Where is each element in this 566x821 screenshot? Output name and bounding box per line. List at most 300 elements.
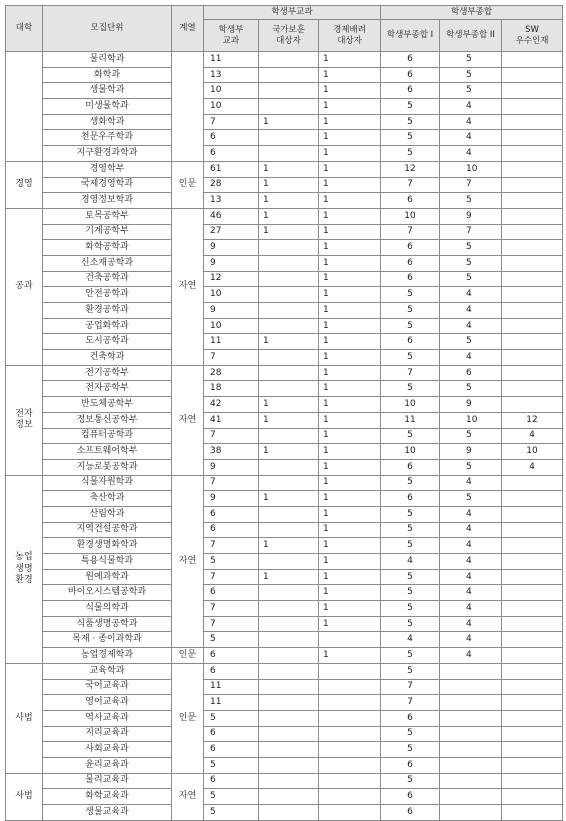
- value-cell: 4: [440, 569, 502, 585]
- value-cell: 5: [381, 381, 440, 397]
- value-cell: 10: [204, 99, 259, 115]
- table-row: [6, 303, 563, 319]
- university-cell: 사범: [6, 773, 43, 820]
- unit-cell: 기계공학부: [43, 224, 172, 240]
- value-cell: 4: [440, 303, 502, 319]
- header-unit: 모집단위: [43, 6, 172, 52]
- value-cell: 1: [319, 506, 381, 522]
- value-cell: 5: [381, 99, 440, 115]
- value-cell: 4: [440, 114, 502, 130]
- value-cell: 6: [381, 757, 440, 773]
- value-cell: 41: [204, 412, 259, 428]
- value-cell: 1: [319, 303, 381, 319]
- value-cell: 1: [319, 601, 381, 617]
- value-cell: [502, 742, 563, 758]
- track-cell: [172, 52, 204, 162]
- value-cell: 5: [440, 255, 502, 271]
- unit-cell: 전기공학부: [43, 365, 172, 381]
- unit-cell: 식품생명공학과: [43, 616, 172, 632]
- value-cell: [259, 695, 319, 711]
- value-cell: [502, 130, 563, 146]
- value-cell: 1: [319, 255, 381, 271]
- value-cell: 6: [204, 773, 259, 789]
- value-cell: 9: [204, 303, 259, 319]
- table-row: [6, 538, 563, 554]
- value-cell: [502, 663, 563, 679]
- value-cell: 1: [259, 161, 319, 177]
- unit-cell: 건축공학과: [43, 271, 172, 287]
- value-cell: 13: [204, 67, 259, 83]
- value-cell: 1: [319, 208, 381, 224]
- value-cell: 5: [381, 130, 440, 146]
- value-cell: 7: [204, 569, 259, 585]
- value-cell: 5: [440, 381, 502, 397]
- header-col-5: 학생부종합 II: [440, 20, 502, 52]
- value-cell: 1: [319, 412, 381, 428]
- value-cell: 5: [204, 757, 259, 773]
- value-cell: 4: [440, 554, 502, 570]
- value-cell: 4: [440, 601, 502, 617]
- value-cell: 1: [259, 334, 319, 350]
- value-cell: 1: [319, 475, 381, 491]
- table-row: [6, 742, 563, 758]
- value-cell: 6: [381, 789, 440, 805]
- value-cell: 9: [440, 208, 502, 224]
- value-cell: [502, 601, 563, 617]
- table-row: [6, 805, 563, 821]
- unit-cell: 산림학과: [43, 506, 172, 522]
- value-cell: [502, 83, 563, 99]
- value-cell: 7: [204, 616, 259, 632]
- unit-cell: 경영학부: [43, 161, 172, 177]
- value-cell: 1: [319, 130, 381, 146]
- value-cell: 1: [319, 318, 381, 334]
- track-cell: 인문: [172, 648, 204, 664]
- unit-cell: 지구환경과학과: [43, 146, 172, 162]
- table-row: [6, 208, 563, 224]
- value-cell: 28: [204, 365, 259, 381]
- value-cell: [440, 805, 502, 821]
- value-cell: 4: [440, 585, 502, 601]
- value-cell: 42: [204, 397, 259, 413]
- value-cell: [259, 601, 319, 617]
- value-cell: [502, 695, 563, 711]
- unit-cell: 정보통신공학부: [43, 412, 172, 428]
- unit-cell: 미생물학과: [43, 99, 172, 115]
- admissions-table-container: [5, 5, 563, 821]
- value-cell: 5: [381, 350, 440, 366]
- header-track: 계열: [172, 6, 204, 52]
- value-cell: 5: [440, 459, 502, 475]
- university-cell: 농업 생명 환경: [6, 475, 43, 663]
- value-cell: 1: [259, 538, 319, 554]
- value-cell: [259, 459, 319, 475]
- header-col-2: 국가보훈 대상자: [259, 20, 319, 52]
- value-cell: 1: [319, 177, 381, 193]
- value-cell: 5: [381, 506, 440, 522]
- value-cell: 1: [319, 428, 381, 444]
- header-group-transcript: 학생부교과: [204, 6, 381, 20]
- value-cell: 1: [319, 648, 381, 664]
- value-cell: [502, 538, 563, 554]
- value-cell: 5: [381, 318, 440, 334]
- value-cell: 7: [381, 695, 440, 711]
- value-cell: [502, 506, 563, 522]
- value-cell: [440, 773, 502, 789]
- value-cell: [259, 475, 319, 491]
- value-cell: [502, 287, 563, 303]
- value-cell: [502, 177, 563, 193]
- value-cell: 5: [204, 805, 259, 821]
- value-cell: 38: [204, 444, 259, 460]
- table-row: [6, 130, 563, 146]
- value-cell: 6: [204, 585, 259, 601]
- value-cell: 5: [381, 114, 440, 130]
- value-cell: 5: [381, 648, 440, 664]
- unit-cell: 컴퓨터공학과: [43, 428, 172, 444]
- unit-cell: 식물자원학과: [43, 475, 172, 491]
- value-cell: 1: [259, 569, 319, 585]
- value-cell: [319, 742, 381, 758]
- university-cell: [6, 52, 43, 162]
- value-cell: [502, 161, 563, 177]
- value-cell: [502, 52, 563, 68]
- value-cell: [502, 585, 563, 601]
- value-cell: 10: [204, 318, 259, 334]
- value-cell: 1: [319, 459, 381, 475]
- unit-cell: 환경생명화학과: [43, 538, 172, 554]
- value-cell: [259, 506, 319, 522]
- table-row: [6, 569, 563, 585]
- value-cell: 1: [319, 444, 381, 460]
- value-cell: 1: [319, 146, 381, 162]
- table-row: [6, 365, 563, 381]
- value-cell: [440, 789, 502, 805]
- value-cell: 10: [381, 397, 440, 413]
- table-row: [6, 271, 563, 287]
- table-row: [6, 83, 563, 99]
- table-row: [6, 695, 563, 711]
- value-cell: [502, 240, 563, 256]
- value-cell: 7: [440, 224, 502, 240]
- value-cell: 6: [204, 522, 259, 538]
- unit-cell: 목재 · 종이과학과: [43, 632, 172, 648]
- value-cell: 7: [204, 601, 259, 617]
- value-cell: 5: [204, 710, 259, 726]
- value-cell: 9: [204, 255, 259, 271]
- value-cell: 10: [502, 444, 563, 460]
- value-cell: 6: [381, 459, 440, 475]
- value-cell: 6: [440, 365, 502, 381]
- value-cell: 5: [440, 334, 502, 350]
- unit-cell: 역사교육과: [43, 710, 172, 726]
- value-cell: [502, 789, 563, 805]
- value-cell: 11: [204, 334, 259, 350]
- value-cell: [502, 805, 563, 821]
- value-cell: 7: [204, 428, 259, 444]
- value-cell: [259, 303, 319, 319]
- unit-cell: 영어교육과: [43, 695, 172, 711]
- value-cell: 1: [319, 585, 381, 601]
- value-cell: [259, 757, 319, 773]
- value-cell: 7: [204, 475, 259, 491]
- value-cell: [502, 67, 563, 83]
- unit-cell: 도시공학과: [43, 334, 172, 350]
- value-cell: [259, 318, 319, 334]
- university-cell: 전자 정보: [6, 365, 43, 475]
- value-cell: [502, 146, 563, 162]
- value-cell: [319, 726, 381, 742]
- table-row: [6, 412, 563, 428]
- track-cell: 인문: [172, 161, 204, 208]
- value-cell: [502, 679, 563, 695]
- value-cell: 5: [204, 789, 259, 805]
- unit-cell: 국어교육과: [43, 679, 172, 695]
- unit-cell: 반도체공학부: [43, 397, 172, 413]
- unit-cell: 국제경영학과: [43, 177, 172, 193]
- table-row: [6, 381, 563, 397]
- value-cell: [259, 585, 319, 601]
- value-cell: 11: [204, 695, 259, 711]
- value-cell: 9: [204, 459, 259, 475]
- value-cell: [502, 303, 563, 319]
- value-cell: [319, 695, 381, 711]
- university-cell: 공과: [6, 208, 43, 365]
- value-cell: [259, 146, 319, 162]
- value-cell: 4: [440, 616, 502, 632]
- value-cell: [259, 381, 319, 397]
- unit-cell: 건축학과: [43, 350, 172, 366]
- unit-cell: 지역건설공학과: [43, 522, 172, 538]
- value-cell: 7: [381, 679, 440, 695]
- value-cell: 1: [319, 83, 381, 99]
- value-cell: [502, 193, 563, 209]
- track-cell: 자연: [172, 365, 204, 475]
- value-cell: 27: [204, 224, 259, 240]
- value-cell: 5: [204, 632, 259, 648]
- value-cell: 7: [381, 224, 440, 240]
- value-cell: [502, 255, 563, 271]
- value-cell: [319, 710, 381, 726]
- table-row: [6, 491, 563, 507]
- table-row: [6, 99, 563, 115]
- value-cell: 10: [204, 83, 259, 99]
- value-cell: [502, 648, 563, 664]
- value-cell: 6: [204, 130, 259, 146]
- unit-cell: 사회교육과: [43, 742, 172, 758]
- value-cell: 5: [440, 271, 502, 287]
- value-cell: [319, 632, 381, 648]
- value-cell: 12: [204, 271, 259, 287]
- unit-cell: 바이오시스템공학과: [43, 585, 172, 601]
- table-row: [6, 318, 563, 334]
- value-cell: 1: [319, 365, 381, 381]
- value-cell: [502, 114, 563, 130]
- university-cell: 경영: [6, 161, 43, 208]
- value-cell: [319, 679, 381, 695]
- value-cell: 1: [319, 161, 381, 177]
- value-cell: 7: [204, 350, 259, 366]
- value-cell: [319, 805, 381, 821]
- table-row: [6, 475, 563, 491]
- value-cell: [259, 805, 319, 821]
- value-cell: 5: [381, 428, 440, 444]
- value-cell: 6: [381, 805, 440, 821]
- unit-cell: 물리학과: [43, 52, 172, 68]
- value-cell: 1: [319, 271, 381, 287]
- table-row: [6, 585, 563, 601]
- value-cell: 1: [259, 177, 319, 193]
- table-row: [6, 648, 563, 664]
- value-cell: 7: [440, 177, 502, 193]
- unit-cell: 지능로봇공학과: [43, 459, 172, 475]
- value-cell: [502, 318, 563, 334]
- value-cell: [502, 224, 563, 240]
- value-cell: 5: [381, 475, 440, 491]
- value-cell: 4: [381, 632, 440, 648]
- value-cell: [259, 287, 319, 303]
- value-cell: 12: [502, 412, 563, 428]
- header-group-comprehensive: 학생부종합: [381, 6, 563, 20]
- value-cell: 4: [440, 130, 502, 146]
- table-row: [6, 397, 563, 413]
- value-cell: 1: [319, 99, 381, 115]
- value-cell: 4: [440, 538, 502, 554]
- value-cell: 1: [259, 193, 319, 209]
- value-cell: 1: [319, 114, 381, 130]
- value-cell: 5: [381, 303, 440, 319]
- value-cell: 1: [259, 224, 319, 240]
- value-cell: 11: [381, 412, 440, 428]
- value-cell: [259, 789, 319, 805]
- value-cell: [502, 271, 563, 287]
- value-cell: 1: [259, 397, 319, 413]
- value-cell: 28: [204, 177, 259, 193]
- value-cell: 5: [381, 522, 440, 538]
- table-row: [6, 114, 563, 130]
- value-cell: 4: [440, 475, 502, 491]
- table-row: [6, 789, 563, 805]
- unit-cell: 생물학과: [43, 83, 172, 99]
- value-cell: [319, 757, 381, 773]
- unit-cell: 교육학과: [43, 663, 172, 679]
- value-cell: 5: [381, 601, 440, 617]
- unit-cell: 환경공학과: [43, 303, 172, 319]
- header-col-4: 학생부종합 I: [381, 20, 440, 52]
- value-cell: 5: [381, 146, 440, 162]
- table-row: [6, 522, 563, 538]
- value-cell: [502, 350, 563, 366]
- track-cell: 인문: [172, 663, 204, 773]
- value-cell: 10: [381, 444, 440, 460]
- table-row: [6, 679, 563, 695]
- track-cell: 자연: [172, 208, 204, 365]
- value-cell: [259, 726, 319, 742]
- table-row: [6, 177, 563, 193]
- value-cell: 1: [319, 616, 381, 632]
- value-cell: [502, 475, 563, 491]
- value-cell: 4: [440, 287, 502, 303]
- value-cell: 6: [381, 334, 440, 350]
- table-row: [6, 193, 563, 209]
- table-row: [6, 632, 563, 648]
- value-cell: 1: [319, 334, 381, 350]
- value-cell: [259, 428, 319, 444]
- value-cell: 5: [440, 193, 502, 209]
- value-cell: [440, 679, 502, 695]
- value-cell: 46: [204, 208, 259, 224]
- value-cell: 6: [381, 491, 440, 507]
- value-cell: 11: [204, 679, 259, 695]
- value-cell: 4: [440, 522, 502, 538]
- table-row: [6, 334, 563, 350]
- value-cell: [502, 334, 563, 350]
- value-cell: 5: [381, 287, 440, 303]
- value-cell: [502, 632, 563, 648]
- value-cell: [259, 616, 319, 632]
- value-cell: 4: [440, 318, 502, 334]
- value-cell: 9: [204, 240, 259, 256]
- value-cell: [259, 255, 319, 271]
- value-cell: [502, 491, 563, 507]
- value-cell: [440, 757, 502, 773]
- value-cell: [259, 365, 319, 381]
- value-cell: 5: [381, 585, 440, 601]
- value-cell: [502, 726, 563, 742]
- value-cell: 5: [440, 83, 502, 99]
- unit-cell: 전자공학부: [43, 381, 172, 397]
- value-cell: 4: [440, 506, 502, 522]
- value-cell: 5: [440, 428, 502, 444]
- value-cell: [259, 710, 319, 726]
- unit-cell: 안전공학과: [43, 287, 172, 303]
- value-cell: [502, 381, 563, 397]
- unit-cell: 생화학과: [43, 114, 172, 130]
- table-row: [6, 161, 563, 177]
- table-row: [6, 444, 563, 460]
- table-row: [6, 773, 563, 789]
- unit-cell: 생물교육과: [43, 805, 172, 821]
- table-row: [6, 663, 563, 679]
- value-cell: [319, 663, 381, 679]
- value-cell: 10: [440, 412, 502, 428]
- value-cell: 1: [319, 522, 381, 538]
- value-cell: [502, 616, 563, 632]
- value-cell: [259, 130, 319, 146]
- value-cell: [259, 663, 319, 679]
- value-cell: 1: [319, 397, 381, 413]
- value-cell: 6: [204, 663, 259, 679]
- value-cell: [502, 522, 563, 538]
- value-cell: [502, 208, 563, 224]
- value-cell: [259, 648, 319, 664]
- unit-cell: 경영정보학과: [43, 193, 172, 209]
- value-cell: [259, 679, 319, 695]
- value-cell: [502, 757, 563, 773]
- value-cell: [502, 710, 563, 726]
- table-row: [6, 240, 563, 256]
- value-cell: 10: [381, 208, 440, 224]
- table-body: [6, 52, 563, 821]
- table-row: [6, 726, 563, 742]
- value-cell: 1: [319, 52, 381, 68]
- value-cell: 5: [381, 569, 440, 585]
- value-cell: 4: [440, 350, 502, 366]
- value-cell: 4: [440, 648, 502, 664]
- value-cell: [440, 742, 502, 758]
- value-cell: [440, 726, 502, 742]
- value-cell: 5: [381, 663, 440, 679]
